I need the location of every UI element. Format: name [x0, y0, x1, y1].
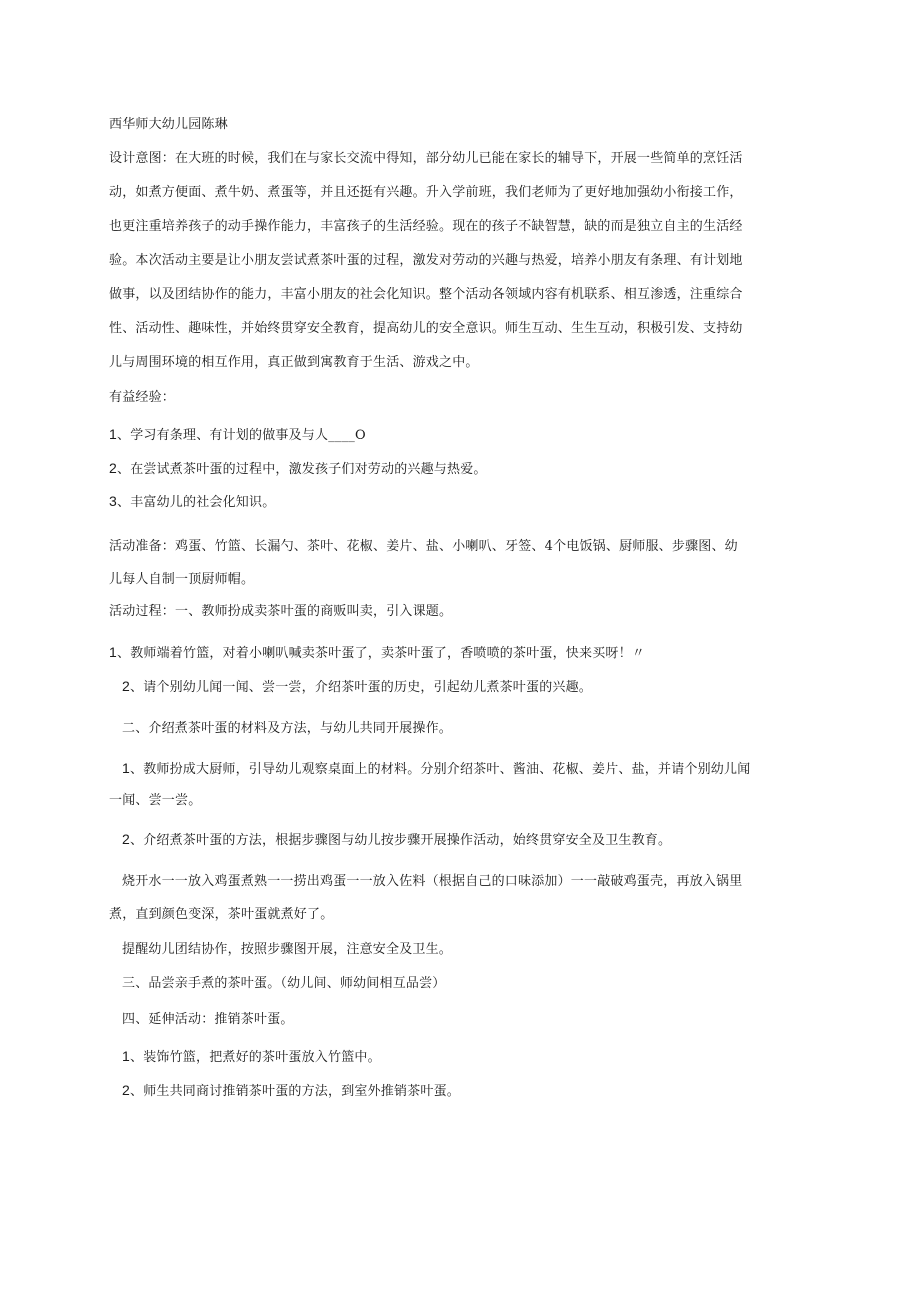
design-intent-line: 设计意图：在大班的时候，我们在与家长交流中得知，部分幼儿已能在家长的辅导下，开展一些简单的烹饪活 — [109, 151, 743, 166]
list-text: 、丰富幼儿的社会化知识。 — [117, 495, 276, 510]
design-intent-line: 也更注重培养孩子的动手操作能力，丰富孩子的生活经验。现在的孩子不缺智慧，缺的而是独立自主的生活经 — [109, 219, 743, 234]
list-text: 、教师端着竹篮，对着小喇叭喊卖茶叶蛋了，卖茶叶蛋了，香喷喷的茶叶蛋，快来买呀！〃 — [117, 646, 646, 661]
method-line: 煮，直到颜色变深，茶叶蛋就煮好了。 — [109, 907, 334, 922]
list-number: 2 — [122, 831, 130, 847]
design-intent-line: 验。本次活动主要是让小朋友尝试煮茶叶蛋的过程，激发对劳动的兴趣与热爱，培养小朋友有条理、有计划地 — [109, 253, 743, 268]
preparation-line: 儿每人自制一顶厨师帽。 — [109, 572, 255, 587]
list-number: 3 — [109, 493, 117, 509]
benefit-item — [109, 492, 275, 512]
preparation-line: 活动准备：鸡蛋、竹篮、长漏勺、茶叶、花椒、姜片、盐、小喇叭、牙签、4个电饭锅、厨师服、步骤图、幼 — [109, 539, 738, 554]
list-number: 1 — [122, 1048, 130, 1064]
step-item — [122, 677, 592, 697]
list-number: 2 — [109, 460, 117, 476]
list-number: 1 — [109, 426, 117, 442]
step-continuation: 一闻、尝一尝。 — [109, 793, 202, 808]
step-item — [109, 643, 645, 663]
list-text: 、教师扮成大厨师，引导幼儿观察桌面上的材料。分别介绍茶叶、酱油、花椒、姜片、盐，并请个别幼儿闻 — [130, 762, 751, 777]
list-number: 1 — [122, 760, 130, 776]
list-text: 、学习有条理、有计划的做事及与人____O — [117, 428, 366, 443]
author-line: 西华师大幼儿园陈琳 — [109, 117, 228, 132]
section-heading: 四、延伸活动：推销茶叶蛋。 — [122, 1012, 294, 1027]
reminder-line: 提醒幼儿团结协作，按照步骤图开展，注意安全及卫生。 — [122, 942, 453, 957]
list-text: 、在尝试煮茶叶蛋的过程中，激发孩子们对劳动的兴趣与热爱。 — [117, 462, 487, 477]
list-text: 、师生共同商讨推销茶叶蛋的方法，到室外推销茶叶蛋。 — [130, 1084, 461, 1099]
list-text: 、介绍煮茶叶蛋的方法，根据步骤图与幼儿按步骤开展操作活动，始终贯穿安全及卫生教育。 — [130, 833, 672, 848]
step-item — [122, 830, 671, 850]
section-heading: 三、品尝亲手煮的茶叶蛋。（幼儿间、师幼间相互品尝） — [122, 976, 446, 991]
design-intent-line: 儿与周围环境的相互作用，真正做到寓教育于生活、游戏之中。 — [109, 355, 479, 370]
list-text: 、请个别幼儿闻一闻、尝一尝，介绍茶叶蛋的历史，引起幼儿煮茶叶蛋的兴趣。 — [130, 680, 593, 695]
benefit-item — [109, 425, 366, 445]
section-heading: 二、介绍煮茶叶蛋的材料及方法，与幼儿共同开展操作。 — [122, 721, 453, 736]
benefit-item — [109, 459, 487, 479]
list-number: 2 — [122, 1082, 130, 1098]
process-intro: 活动过程：一、教师扮成卖茶叶蛋的商贩叫卖，引入课题。 — [109, 604, 453, 619]
step-item — [122, 759, 750, 779]
step-item — [122, 1047, 381, 1067]
list-number: 2 — [122, 678, 130, 694]
design-intent-line: 做事，以及团结协作的能力，丰富小朋友的社会化知识。整个活动各领域内容有机联系、相互渗透，注重综合 — [109, 287, 743, 302]
design-intent-line: 动，如煮方便面、煮牛奶、煮蛋等，并且还挺有兴趣。升入学前班，我们老师为了更好地加强幼小衔接工作， — [109, 185, 743, 200]
list-text: 、装饰竹篮，把煮好的茶叶蛋放入竹篮中。 — [130, 1050, 381, 1065]
method-line: 烧开水一一放入鸡蛋煮熟一一捞出鸡蛋一一放入佐料（根据自己的口味添加）一一敲破鸡蛋壳，再放入锅里 — [122, 874, 743, 889]
list-number: 1 — [109, 644, 117, 660]
step-item — [122, 1081, 460, 1101]
design-intent-line: 性、活动性、趣味性，并始终贯穿安全教育，提高幼儿的安全意识。师生互动、生生互动，积极引发、支持幼 — [109, 321, 743, 336]
benefit-heading: 有益经验： — [109, 390, 176, 405]
